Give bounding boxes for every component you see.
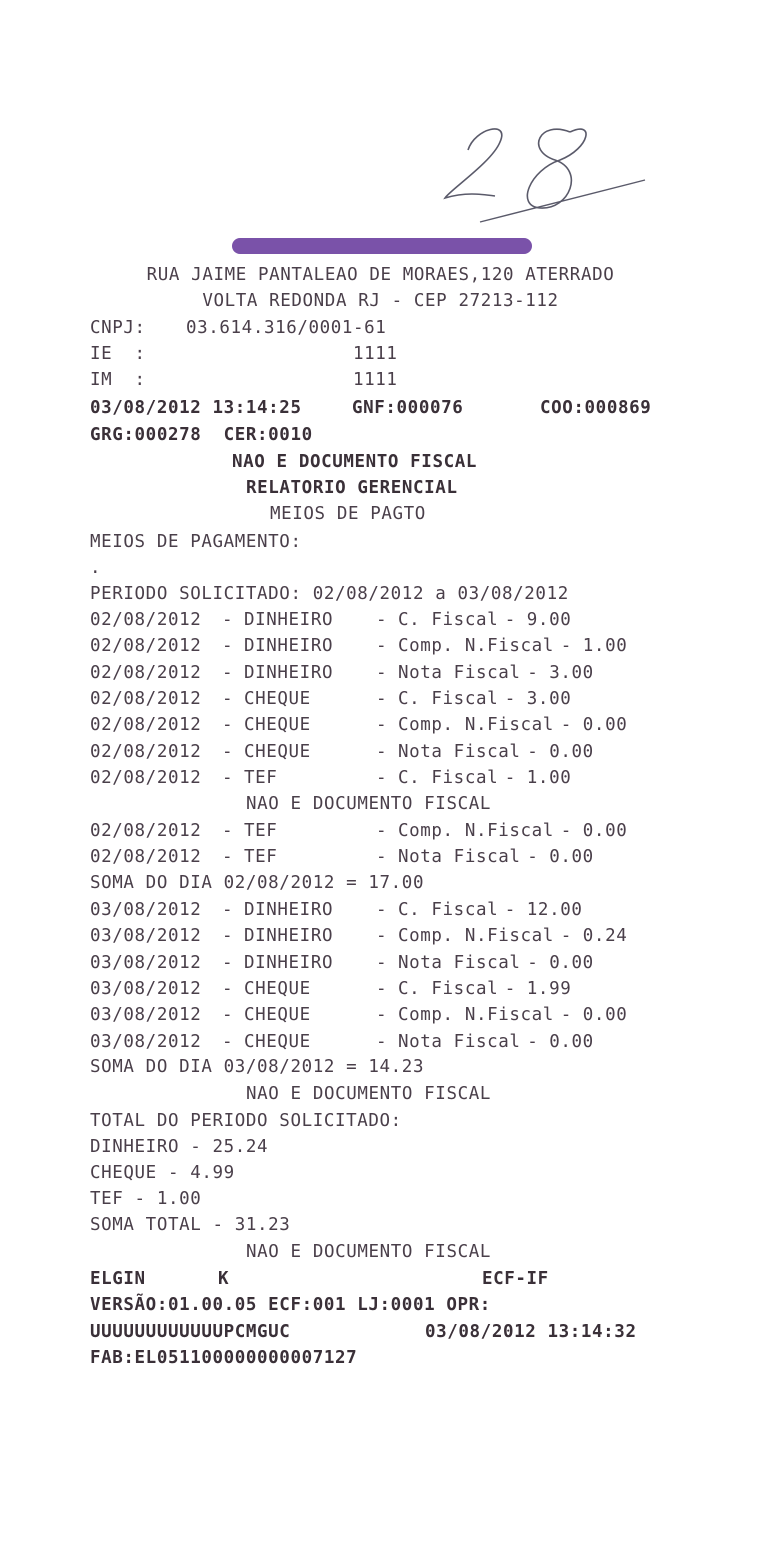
- row-separator: -: [376, 636, 388, 657]
- row-separator: -: [222, 978, 234, 999]
- row-value: 0.00: [549, 847, 594, 868]
- row-separator: -: [560, 715, 572, 736]
- row-separator: -: [527, 662, 539, 683]
- row-separator: -: [527, 741, 539, 762]
- row-date: 02/08/2012: [90, 636, 202, 657]
- total-tef: TEF - 1.00: [90, 1189, 202, 1209]
- row-kind: C. Fiscal: [398, 610, 499, 630]
- row-date: 02/08/2012: [90, 821, 202, 841]
- ie-label: IE :: [90, 344, 146, 364]
- row-separator: -: [504, 900, 516, 920]
- row-value: 0.00: [582, 715, 628, 736]
- issue-datetime: 03/08/2012 13:14:25: [90, 398, 302, 418]
- day2-sum: SOMA DO DIA 03/08/2012 = 14.23: [90, 1057, 425, 1077]
- report-title: RELATORIO GERENCIAL: [246, 478, 458, 498]
- cnpj-label: CNPJ:: [90, 318, 146, 338]
- row-value: 3.00: [549, 662, 594, 683]
- row-date: 02/08/2012: [90, 741, 202, 762]
- row-separator: -: [222, 662, 234, 683]
- serial-code: UUUUUUUUUUUUPCMGUC: [90, 1322, 291, 1342]
- row-date: 03/08/2012: [90, 900, 202, 920]
- row-separator: -: [527, 847, 539, 868]
- row-method: CHEQUE: [244, 1031, 311, 1052]
- row-kind: Comp. N.Fiscal: [398, 821, 554, 841]
- total-dinheiro: DINHEIRO - 25.24: [90, 1137, 269, 1157]
- row-separator: -: [560, 1005, 572, 1026]
- row-separator: -: [222, 636, 234, 657]
- row-kind: Comp. N.Fiscal: [398, 715, 554, 736]
- total-sum: SOMA TOTAL - 31.23: [90, 1215, 291, 1235]
- row-value: 1.00: [526, 767, 572, 788]
- row-separator: -: [504, 978, 516, 999]
- row-separator: -: [527, 952, 539, 973]
- not-fiscal-notice-3: NAO E DOCUMENTO FISCAL: [246, 1084, 491, 1104]
- day1-sum: SOMA DO DIA 02/08/2012 = 17.00: [90, 873, 425, 893]
- row-value: 12.00: [526, 900, 583, 920]
- row-kind: Comp. N.Fiscal: [398, 926, 554, 947]
- not-fiscal-notice-2: NAO E DOCUMENTO FISCAL: [246, 794, 491, 814]
- row-kind: C. Fiscal: [398, 978, 499, 999]
- row-separator: -: [222, 847, 234, 868]
- row-separator: -: [376, 821, 388, 841]
- grg-cer: GRG:000278 CER:0010: [90, 425, 313, 445]
- row-separator: -: [222, 741, 234, 762]
- period-line: PERIODO SOLICITADO: 02/08/2012 a 03/08/2012: [90, 584, 569, 604]
- row-date: 02/08/2012: [90, 688, 202, 709]
- row-method: DINHEIRO: [244, 926, 334, 947]
- row-separator: -: [376, 900, 388, 920]
- cnpj-value: 03.614.316/0001-61: [186, 318, 387, 338]
- row-value: 3.00: [526, 688, 572, 709]
- row-method: TEF: [244, 847, 278, 868]
- totals-title: TOTAL DO PERIODO SOLICITADO:: [90, 1111, 402, 1131]
- row-separator: -: [504, 688, 516, 709]
- row-separator: -: [222, 821, 234, 841]
- row-kind: Nota Fiscal: [398, 741, 521, 762]
- dot-mark: .: [90, 558, 102, 578]
- row-separator: -: [504, 610, 516, 630]
- row-method: CHEQUE: [244, 741, 311, 762]
- total-cheque: CHEQUE - 4.99: [90, 1163, 235, 1183]
- row-separator: -: [376, 767, 388, 788]
- not-fiscal-notice-4: NAO E DOCUMENTO FISCAL: [246, 1242, 491, 1262]
- row-separator: -: [222, 610, 234, 630]
- row-value: 0.00: [549, 952, 594, 973]
- report-subtitle: MEIOS DE PAGTO: [270, 504, 426, 524]
- row-value: 0.00: [582, 1005, 628, 1026]
- row-method: CHEQUE: [244, 978, 311, 999]
- row-method: DINHEIRO: [244, 952, 334, 973]
- row-separator: -: [222, 688, 234, 709]
- coo-number: COO:000869: [540, 398, 652, 418]
- row-kind: C. Fiscal: [398, 900, 499, 920]
- row-separator: -: [222, 900, 234, 920]
- row-separator: -: [222, 952, 234, 973]
- row-separator: -: [376, 688, 388, 709]
- row-kind: Comp. N.Fiscal: [398, 636, 554, 657]
- row-method: CHEQUE: [244, 715, 311, 736]
- row-kind: C. Fiscal: [398, 767, 499, 788]
- row-date: 03/08/2012: [90, 978, 202, 999]
- row-date: 02/08/2012: [90, 662, 202, 683]
- row-separator: -: [560, 926, 572, 947]
- row-separator: -: [222, 767, 234, 788]
- row-separator: -: [376, 978, 388, 999]
- row-date: 03/08/2012: [90, 926, 202, 947]
- row-method: DINHEIRO: [244, 900, 334, 920]
- row-kind: Comp. N.Fiscal: [398, 1005, 554, 1026]
- row-kind: Nota Fiscal: [398, 1031, 521, 1052]
- row-method: DINHEIRO: [244, 610, 334, 630]
- row-date: 02/08/2012: [90, 847, 202, 868]
- fabrication-number: FAB:EL051100000000007127: [90, 1348, 358, 1368]
- row-separator: -: [560, 636, 572, 657]
- redacted-company-name: [232, 238, 532, 254]
- row-separator: -: [376, 1005, 388, 1026]
- row-separator: -: [376, 847, 388, 868]
- row-kind: C. Fiscal: [398, 688, 499, 709]
- row-separator: -: [376, 715, 388, 736]
- row-date: 02/08/2012: [90, 610, 202, 630]
- row-value: 0.00: [549, 1031, 594, 1052]
- row-separator: -: [222, 715, 234, 736]
- row-value: 1.99: [526, 978, 572, 999]
- row-separator: -: [376, 662, 388, 683]
- row-date: 03/08/2012: [90, 1031, 202, 1052]
- row-method: TEF: [244, 821, 278, 841]
- address-line-1: RUA JAIME PANTALEAO DE MORAES,120 ATERRADO: [146, 265, 615, 285]
- row-separator: -: [527, 1031, 539, 1052]
- row-separator: -: [376, 1031, 388, 1052]
- address-line-2: VOLTA REDONDA RJ - CEP 27213-112: [202, 291, 559, 311]
- row-method: CHEQUE: [244, 1005, 311, 1026]
- row-separator: -: [560, 821, 572, 841]
- row-value: 0.24: [582, 926, 628, 947]
- row-separator: -: [376, 952, 388, 973]
- im-label: IM :: [90, 370, 146, 390]
- row-separator: -: [504, 767, 516, 788]
- printer-model: K: [218, 1269, 230, 1289]
- row-kind: Nota Fiscal: [398, 662, 521, 683]
- end-datetime: 03/08/2012 13:14:32: [425, 1322, 637, 1342]
- row-method: CHEQUE: [244, 688, 311, 709]
- row-value: 9.00: [526, 610, 572, 630]
- row-date: 03/08/2012: [90, 952, 202, 973]
- row-kind: Nota Fiscal: [398, 952, 521, 973]
- row-separator: -: [222, 926, 234, 947]
- row-method: DINHEIRO: [244, 662, 334, 683]
- row-separator: -: [376, 610, 388, 630]
- handwritten-mark: [420, 110, 660, 230]
- row-method: DINHEIRO: [244, 636, 334, 657]
- printer-brand: ELGIN: [90, 1269, 146, 1289]
- row-separator: -: [222, 1031, 234, 1052]
- gnf-number: GNF:000076: [352, 398, 464, 418]
- row-date: 02/08/2012: [90, 767, 202, 788]
- row-date: 03/08/2012: [90, 1005, 202, 1026]
- row-value: 0.00: [582, 821, 628, 841]
- row-kind: Nota Fiscal: [398, 847, 521, 868]
- row-separator: -: [376, 741, 388, 762]
- row-separator: -: [376, 926, 388, 947]
- ie-value: 1111: [353, 344, 398, 364]
- not-fiscal-notice: NAO E DOCUMENTO FISCAL: [232, 452, 477, 472]
- ecf-type: ECF-IF: [482, 1269, 549, 1289]
- row-separator: -: [222, 1005, 234, 1026]
- im-value: 1111: [353, 370, 398, 390]
- version-line: VERSÃO:01.00.05 ECF:001 LJ:0001 OPR:: [90, 1295, 491, 1315]
- row-date: 02/08/2012: [90, 715, 202, 736]
- section-label: MEIOS DE PAGAMENTO:: [90, 532, 302, 552]
- row-value: 1.00: [582, 636, 628, 657]
- row-value: 0.00: [549, 741, 594, 762]
- row-method: TEF: [244, 767, 278, 788]
